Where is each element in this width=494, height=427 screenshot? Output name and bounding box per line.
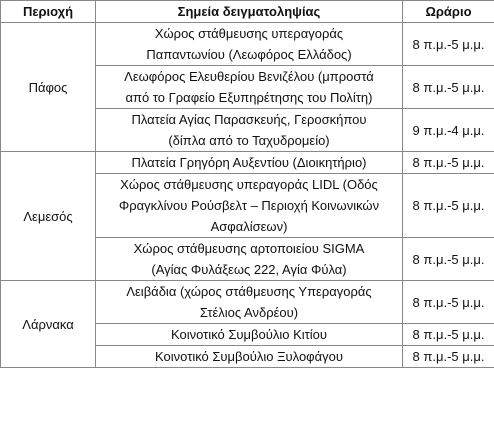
header-hours: Ωράριο	[403, 1, 494, 23]
sampling-point-cell	[96, 23, 403, 66]
sampling-point-line: Λειβάδια (χώρος στάθμευσης Υπεραγοράς	[126, 284, 372, 299]
header-area: Περιοχή	[1, 1, 96, 23]
hours-cell: 8 π.μ.-5 μ.μ.	[403, 238, 494, 281]
sampling-point-cell	[96, 152, 403, 174]
sampling-point-line: Πλατεία Γρηγόρη Αυξεντίου (Διοικητήριο)	[131, 155, 367, 170]
sampling-point-line: Χώρος στάθμευσης υπεραγοράς	[154, 26, 344, 41]
sampling-point-cell	[96, 66, 403, 109]
sampling-point-cell	[96, 324, 403, 346]
sampling-point-cell	[96, 346, 403, 368]
sampling-point-line: Κοινοτικό Συμβούλιο Ξυλοφάγου	[155, 349, 343, 364]
sampling-point-line: Χώρος στάθμευσης αρτοποιείου SIGMA	[133, 241, 365, 256]
sampling-point-line: Παπαντωνίου (Λεωφόρος Ελλάδος)	[146, 47, 352, 62]
sampling-point-line: Χώρος στάθμευσης υπεραγοράς LIDL (Οδός	[120, 177, 378, 192]
sampling-point-cell	[96, 238, 403, 281]
table-row	[1, 23, 494, 66]
sampling-point-cell	[96, 174, 403, 238]
hours-cell: 8 π.μ.-5 μ.μ.	[403, 174, 494, 238]
sampling-point-line: Στέλιος Ανδρέου)	[199, 305, 299, 320]
hours-cell: 8 π.μ.-5 μ.μ.	[403, 346, 494, 368]
sampling-point-line: Κοινοτικό Συμβούλιο Κιτίου	[171, 327, 327, 342]
table-body	[1, 23, 494, 368]
sampling-point-cell	[96, 109, 403, 152]
hours-cell: 8 π.μ.-5 μ.μ.	[403, 66, 494, 109]
sampling-point-line: Φραγκλίνου Ρούσβελτ – Περιοχή Κοινωνικών	[118, 198, 380, 213]
table-row	[1, 281, 494, 324]
hours-cell: 8 π.μ.-5 μ.μ.	[403, 281, 494, 324]
sampling-point-line: Λεωφόρος Ελευθερίου Βενιζέλου (μπροστά	[124, 69, 374, 84]
sampling-point-line: Πλατεία Αγίας Παρασκευής, Γεροσκήπου	[131, 112, 367, 127]
sampling-point-line: από το Γραφείο Εξυπηρέτησης του Πολίτη)	[125, 90, 373, 105]
hours-cell: 9 π.μ.-4 μ.μ.	[403, 109, 494, 152]
header-row	[1, 1, 494, 23]
area-cell: Λεμεσός	[1, 152, 96, 281]
hours-cell: 8 π.μ.-5 μ.μ.	[403, 23, 494, 66]
area-cell: Πάφος	[1, 23, 96, 152]
hours-cell: 8 π.μ.-5 μ.μ.	[403, 152, 494, 174]
sampling-point-line: (Αγίας Φυλάξεως 222, Αγία Φύλα)	[151, 262, 347, 277]
area-cell: Λάρνακα	[1, 281, 96, 368]
sampling-point-cell	[96, 281, 403, 324]
table-row	[1, 152, 494, 174]
hours-cell: 8 π.μ.-5 μ.μ.	[403, 324, 494, 346]
sampling-point-line: (δίπλα από το Ταχυδρομείο)	[168, 133, 330, 148]
header-points: Σημεία δειγματοληψίας	[96, 1, 403, 23]
sampling-point-line: Ασφαλίσεων)	[210, 219, 288, 234]
